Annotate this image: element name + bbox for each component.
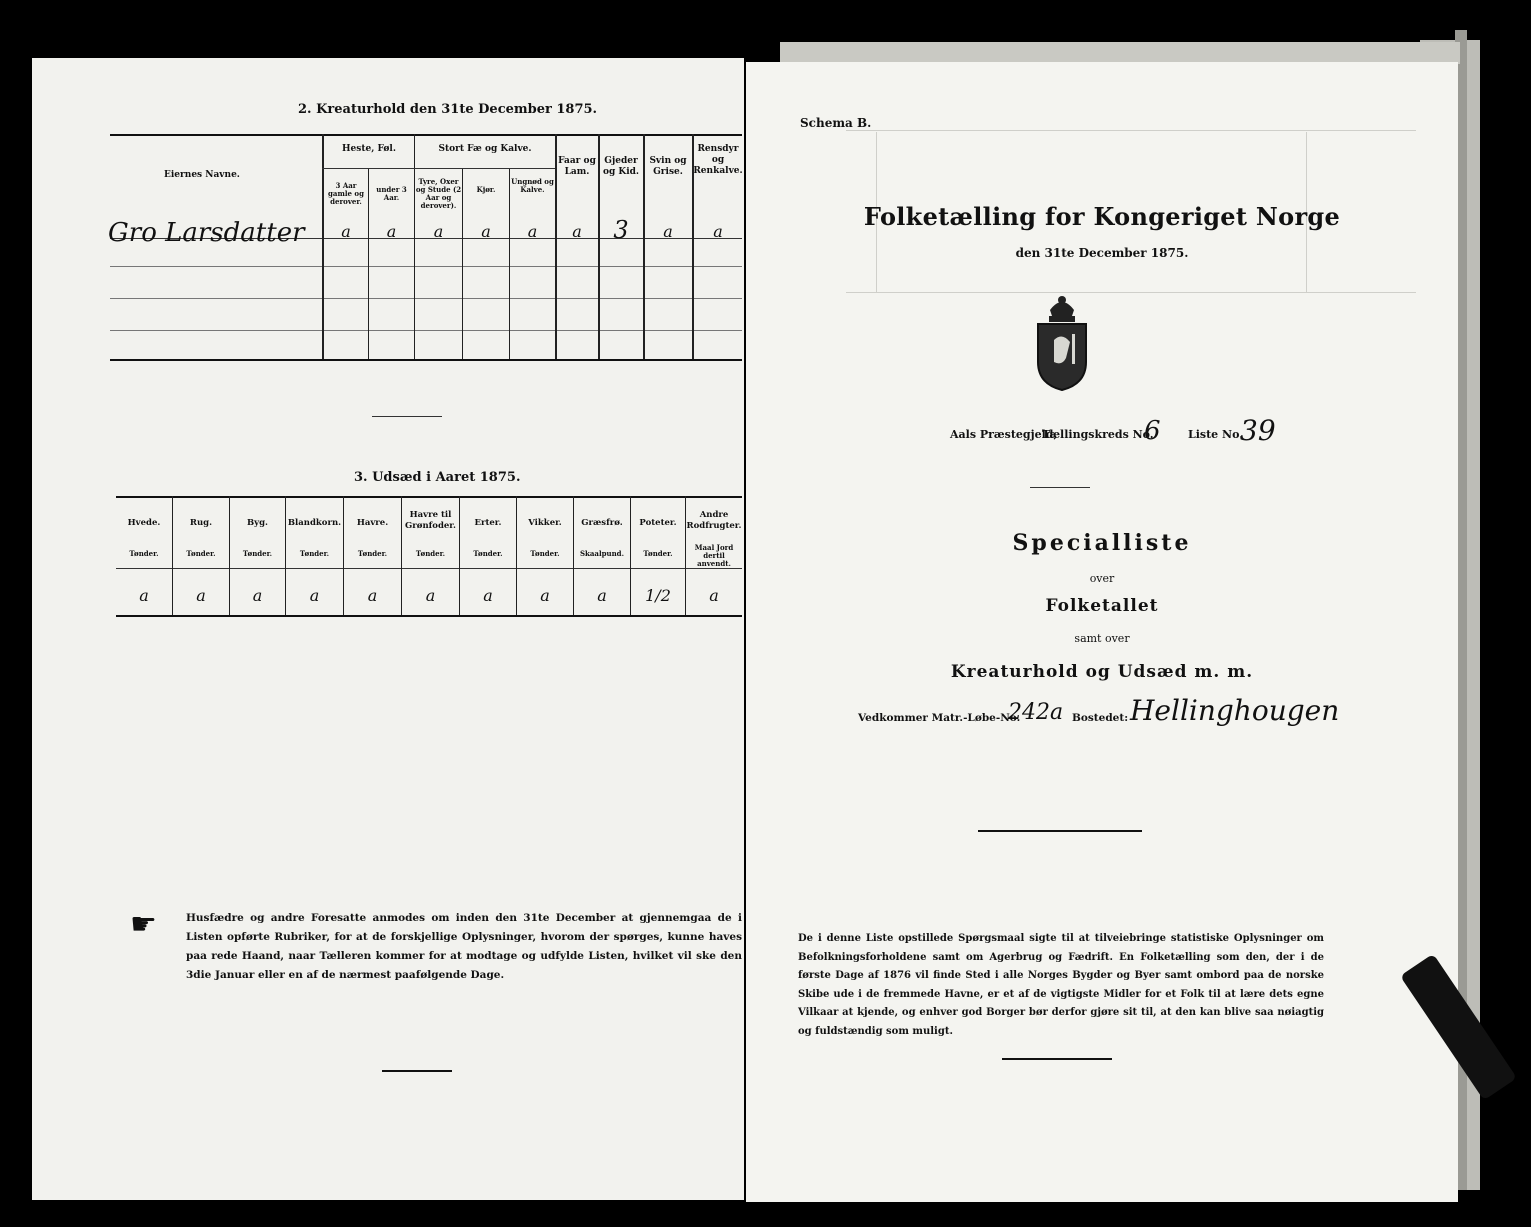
col-heste-under3: under 3 Aar. xyxy=(376,185,407,202)
pointing-hand-icon: ☛ xyxy=(130,907,157,942)
col-gjeder: Gjeder og Kid. xyxy=(602,156,640,177)
crop-col-name-2: Byg. xyxy=(246,518,269,528)
separator-rule-1 xyxy=(372,416,442,417)
crop-col-unit-7: Tønder. xyxy=(530,549,560,558)
section-2-title: 2. Kreaturhold den 31te December 1875. xyxy=(298,102,598,117)
crop-value-5: a xyxy=(425,586,436,605)
crop-value-2: a xyxy=(252,586,263,605)
crop-col-name-1: Rug. xyxy=(189,518,213,528)
crop-col-name-8: Græsfrø. xyxy=(581,518,623,528)
kreds-label: Tællingskreds No. xyxy=(1042,428,1154,441)
table2-top-rule xyxy=(116,496,742,498)
document-title: Folketælling for Kongeriget Norge xyxy=(863,202,1341,231)
crop-col-name-0: Hvede. xyxy=(127,518,161,528)
folketallet-heading: Folketallet xyxy=(1045,596,1159,616)
matr-label: Vedkommer Matr.-Løbe-No. xyxy=(858,712,1021,724)
col-faar: Faar og Lam. xyxy=(558,156,596,177)
val-svin: a xyxy=(663,222,673,241)
crop-value-6: a xyxy=(483,586,493,605)
val-ungnod: a xyxy=(527,222,538,241)
norway-coat-of-arms-icon xyxy=(1032,292,1092,392)
table1-bottom-rule xyxy=(110,359,742,361)
table1-top-rule xyxy=(110,134,742,136)
val-gjeder: 3 xyxy=(613,216,629,244)
col-ungnod: Ungnød og Kalve. xyxy=(511,177,554,194)
crop-col-unit-8: Skaalpund. xyxy=(579,549,625,558)
col-rensdyr: Rensdyr og Renkalve. xyxy=(693,144,743,176)
owner-name-value: Gro Larsdatter xyxy=(108,218,305,248)
samt-over-text: samt over xyxy=(1074,632,1130,645)
crop-col-name-7: Vikker. xyxy=(528,518,562,528)
val-tyre: a xyxy=(433,222,444,241)
separator-rule-3 xyxy=(1030,487,1090,488)
crop-col-unit-2: Tønder. xyxy=(242,549,273,558)
bosted-label: Bostedet: xyxy=(1072,712,1129,724)
separator-rule-2 xyxy=(382,1070,452,1072)
crop-col-unit-6: Tønder. xyxy=(473,549,503,558)
owner-name-header: Eiernes Navne. xyxy=(164,170,240,180)
left-page xyxy=(32,58,744,1200)
prestegjeld-label: Aals Præstegjeld, xyxy=(950,428,1058,441)
crop-value-8: a xyxy=(597,586,607,605)
crop-col-name-10: Andre Rodfrugter. xyxy=(686,510,742,531)
schema-label: Schema B. xyxy=(800,116,872,130)
liste-number: 39 xyxy=(1240,414,1276,447)
val-kjor: a xyxy=(481,222,491,241)
crop-col-name-6: Erter. xyxy=(474,518,502,528)
crop-value-3: a xyxy=(309,586,320,605)
right-page xyxy=(746,62,1458,1202)
document-date: den 31te December 1875. xyxy=(1015,246,1189,260)
crop-col-name-9: Poteter. xyxy=(639,518,677,528)
separator-rule-4 xyxy=(978,830,1142,832)
stort-group-header: Stort Fæ og Kalve. xyxy=(438,144,532,154)
crop-value-0: a xyxy=(139,586,149,605)
val-heste-under3: a xyxy=(386,222,397,241)
col-kjor: Kjør. xyxy=(476,185,496,194)
crop-value-10: a xyxy=(709,586,719,605)
crop-col-unit-5: Tønder. xyxy=(415,549,446,558)
crop-col-unit-9: Tønder. xyxy=(643,549,673,558)
crop-col-name-5: Havre til Grønfoder. xyxy=(405,510,456,531)
val-faar: a xyxy=(572,222,582,241)
page-edge-top xyxy=(780,42,1460,64)
crop-value-1: a xyxy=(196,586,206,605)
section-3-title: 3. Udsæd i Aaret 1875. xyxy=(354,470,521,485)
crop-value-7: a xyxy=(540,586,550,605)
notice-text: Husfædre og andre Foresatte anmodes om inden den 31te December at gjennemgaa de i Listen opførte Rubriker, for at de forskjellige Oplysninger, hvorom der spørges, kunne haves paa rede Haand, naar Tælleren kommer for at modtage og udfylde Listen, hvilket vil ske den 3die Januar eller en af de nærmest paafølgende Dage. xyxy=(186,912,742,981)
footer-text: De i denne Liste opstillede Spørgsmaal sigte til at tilveiebringe statistiske Oplysninger om Befolkningsforholdene samt om Agerbrug og Fædrift. En Folketælling som den, der i de første Dage af 1876 vil finde Sted i alle Norges Bygder og Byer samt ombord paa de norske Skibe ude i de fremmede Havne, er et af de vigtigste Midler for et Folk til at lære dets egne Vilkaar at kjende, og enhver god Borger bør derfor gjøre sit til, at den kan blive saa nøiagtig og fuldstændig som muligt. xyxy=(798,933,1324,1037)
col-heste-3aar: 3 Aar gamle og derover. xyxy=(328,181,364,206)
val-rensdyr: a xyxy=(713,222,723,241)
over-text-1: over xyxy=(1089,572,1115,585)
bosted-value: Hellinghougen xyxy=(1130,694,1340,727)
crop-value-4: a xyxy=(367,586,378,605)
crop-col-unit-1: Tønder. xyxy=(186,549,216,558)
col-svin: Svin og Grise. xyxy=(649,156,687,177)
crop-value-9: 1/2 xyxy=(645,586,671,605)
crop-col-unit-3: Tønder. xyxy=(299,549,330,558)
crop-col-name-3: Blandkorn. xyxy=(287,518,342,528)
table2-bottom-rule xyxy=(116,615,742,617)
separator-rule-5 xyxy=(1002,1058,1112,1060)
liste-label: Liste No. xyxy=(1188,428,1244,441)
crop-col-unit-0: Tønder. xyxy=(129,549,159,558)
crop-col-unit-4: Tønder. xyxy=(357,549,388,558)
specialliste-heading: Specialliste xyxy=(1012,530,1192,556)
col-tyre: Tyre, Oxer og Stude (2 Aar og derover). xyxy=(415,177,462,210)
kreaturhold-heading: Kreaturhold og Udsæd m. m. xyxy=(950,662,1254,682)
val-heste-3aar: a xyxy=(341,222,351,241)
crop-col-unit-10: Maal Jord dertil anvendt. xyxy=(694,543,734,568)
heste-group-header: Heste, Føl. xyxy=(342,144,396,154)
crop-col-name-4: Havre. xyxy=(356,518,389,528)
matr-number: 242a xyxy=(1008,700,1064,725)
kreds-number: 6 xyxy=(1144,416,1161,446)
table2-header-rule xyxy=(116,568,742,569)
